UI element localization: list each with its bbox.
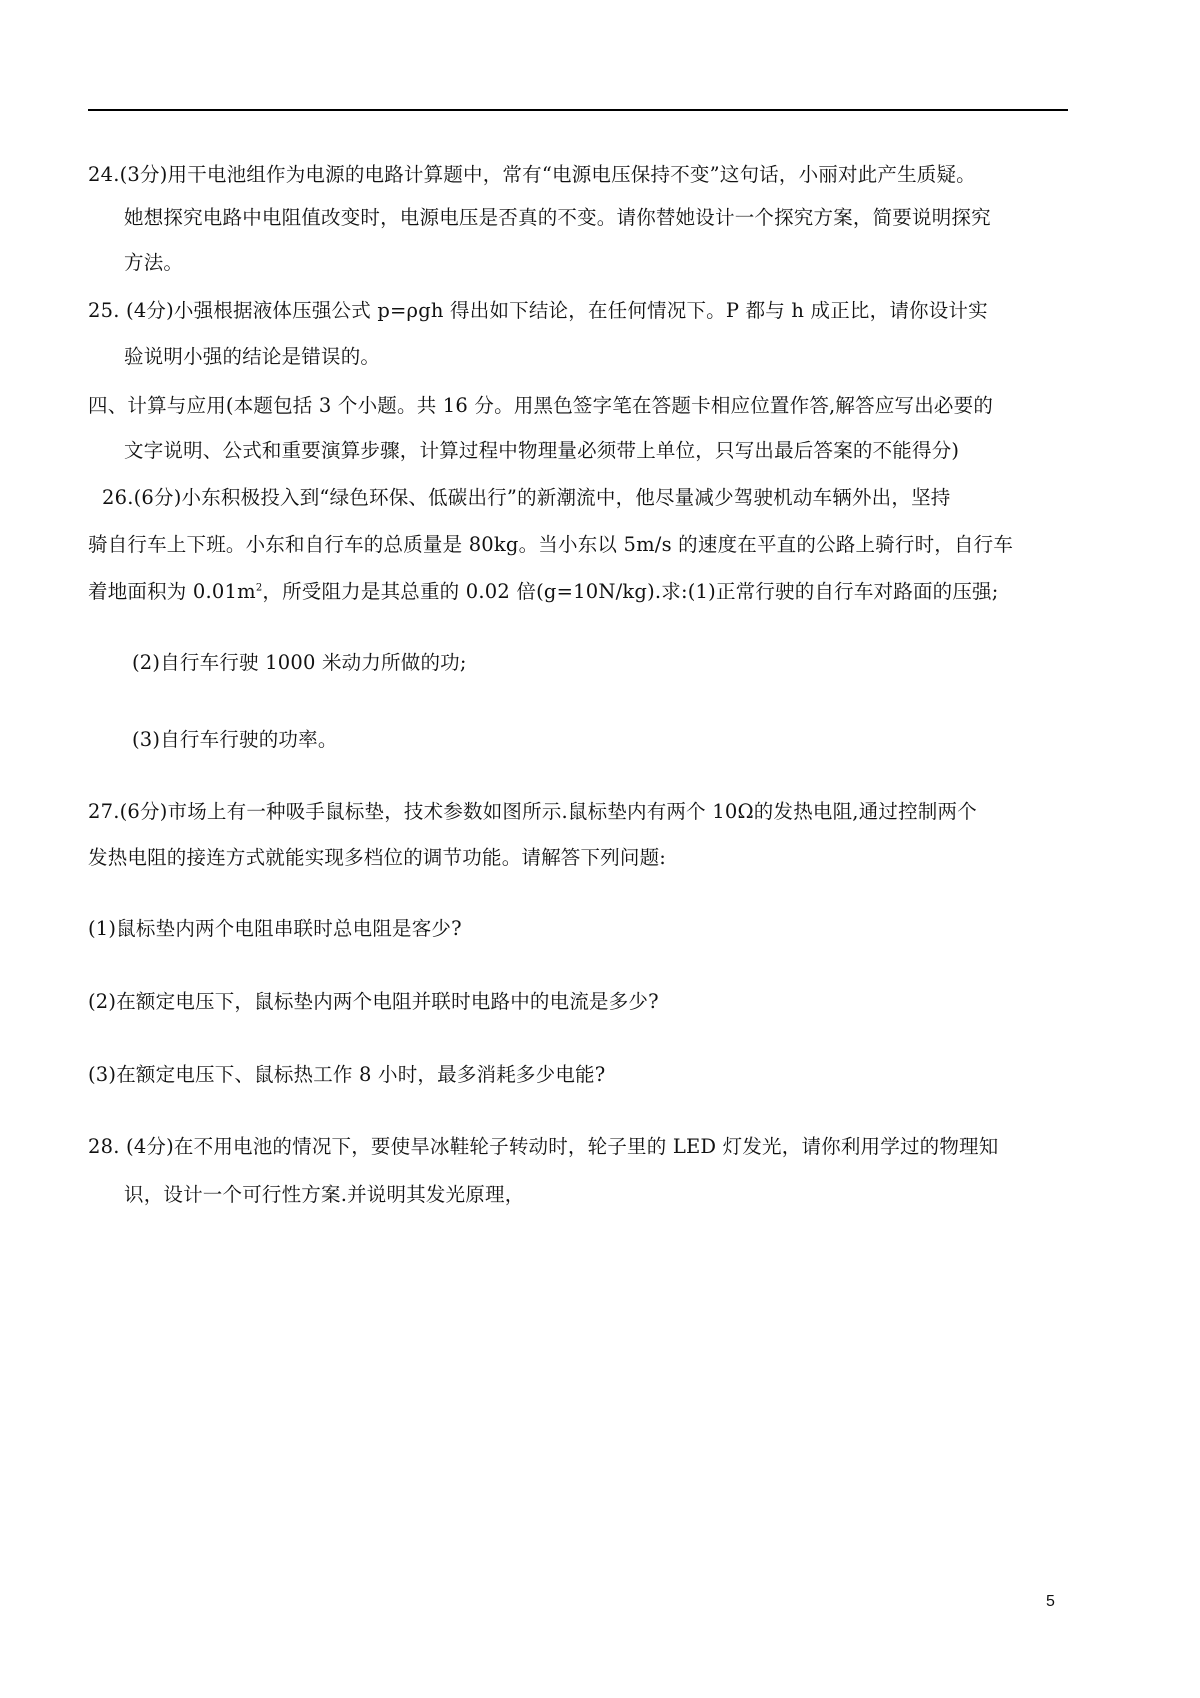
q24-line-1: 24.(3分)用干电池组作为电源的电路计算题中，常有“电源电压保持不变”这句话，小丽对此产生质疑。 [88,163,976,186]
q28-line-2: 识，设计一个可行性方案.并说明其发光原理， [124,1183,525,1206]
section-4-heading-line-1: 四、计算与应用(本题包括 3 个小题。共 16 分。用黑色签字笔在答题卡相应位置作答,解答应写出必要的 [88,394,994,417]
q27-line-1: 27.(6分)市场上有一种吸手鼠标垫，技术参数如图所示.鼠标垫内有两个 10Ω的发热电阻,通过控制两个 [88,800,977,823]
q27-line-2: 发热电阻的接连方式就能实现多档位的调节功能。请解答下列问题: [88,846,667,869]
q26-line-3 [88,579,999,605]
q27-subquestion-1: (1)鼠标垫内两个电阻串联时总电阻是客少? [88,917,462,940]
q25-line-2: 验说明小强的结论是错误的。 [124,345,381,368]
q25-line-1: 25. (4分)小强根据液体压强公式 p=ρgh 得出如下结论，在任何情况下。P 都与 h 成正比，请你设计实 [88,299,988,322]
q27-subquestion-2: (2)在额定电压下，鼠标垫内两个电阻并联时电路中的电流是多少? [88,990,659,1013]
q26-line-3-end: ，所受阻力是其总重的 0.02 倍(g=10N/kg).求:(1)正常行驶的自行车对路面的压强; [262,580,999,603]
q26-line-2: 骑自行车上下班。小东和自行车的总质量是 80kg。当小东以 5m/s 的速度在平直的公路上骑行时，自行车 [88,533,1014,556]
q24-line-2: 她想探究电路中电阻值改变时，电源电压是否真的不变。请你替她设计一个探究方案，简要说明探究 [124,206,991,229]
page-number: 5 [1046,1593,1055,1610]
q26-subquestion-3: (3)自行车行驶的功率。 [132,728,338,751]
q26-subquestion-2: (2)自行车行驶 1000 米动力所做的功; [132,651,467,674]
q26-line-1: 26.(6分)小东积极投入到“绿色环保、低碳出行”的新潮流中，他尽量减少驾驶机动车辆外出，坚持 [102,486,951,509]
q28-line-1: 28. (4分)在不用电池的情况下，要使旱冰鞋轮子转动时，轮子里的 LED 灯发光，请你利用学过的物理知 [88,1135,999,1158]
q24-line-3: 方法。 [124,251,184,274]
header-rule [88,109,1068,111]
section-4-heading-line-2: 文字说明、公式和重要演算步骤，计算过程中物理量必须带上单位，只写出最后答案的不能得分) [124,439,960,462]
q27-subquestion-3: (3)在额定电压下、鼠标热工作 8 小时，最多消耗多少电能? [88,1063,606,1086]
q26-line-3-start: 着地面积为 0.01m [88,580,256,603]
q26-superscript: 2 [255,582,263,594]
